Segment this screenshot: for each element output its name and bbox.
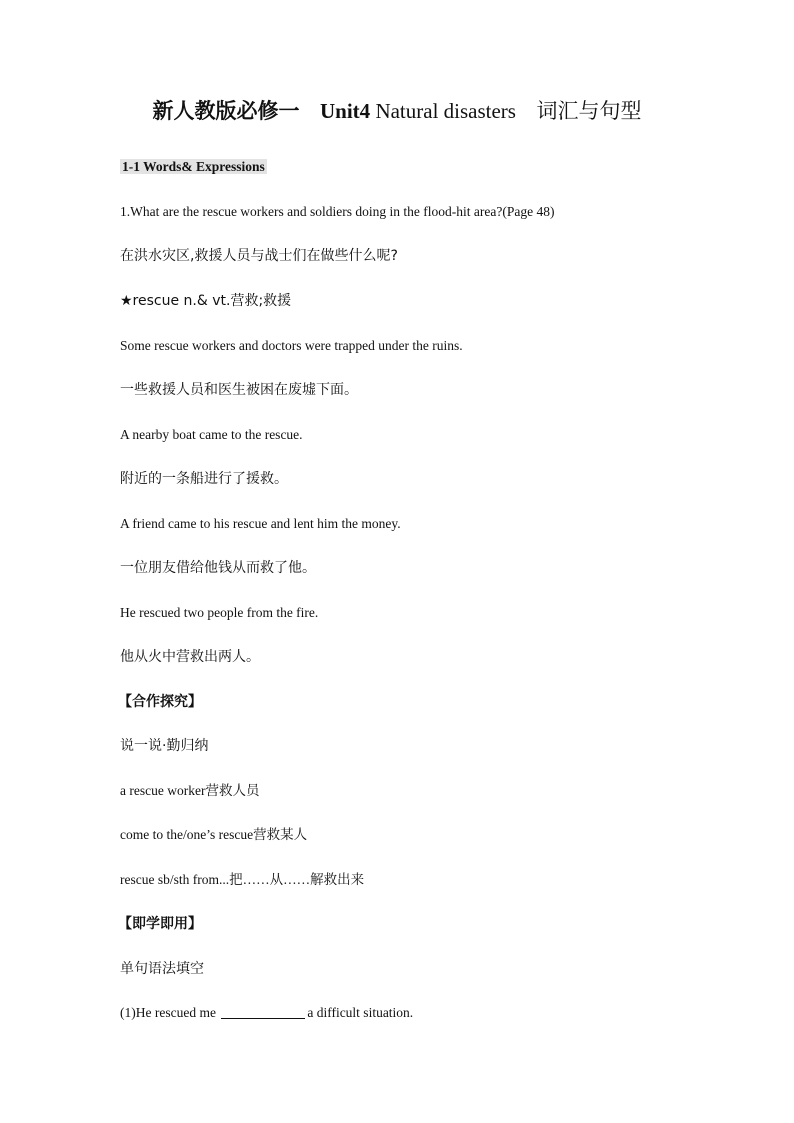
summarize-heading: 说一说·勤归纳 xyxy=(120,738,209,754)
exercise-1 xyxy=(120,1003,413,1023)
phrase-rescue-worker: a rescue worker营救人员 xyxy=(120,783,260,798)
grammar-fill-heading: 单句语法填空 xyxy=(120,961,204,977)
cooperative-inquiry-heading: 【合作探究】 xyxy=(118,694,202,710)
example-translation-3: 一位朋友借给他钱从而救了他。 xyxy=(120,560,316,576)
example-translation-4: 他从火中营救出两人。 xyxy=(120,649,260,665)
title-cn-prefix: 新人教版必修一 xyxy=(152,99,300,123)
title-topic: Natural disasters xyxy=(375,99,516,123)
exercise-1-blank[interactable] xyxy=(221,1004,305,1019)
phrase-rescue-from: rescue sb/sth from...把……从……解救出来 xyxy=(120,872,365,887)
example-sentence-4: He rescued two people from the fire. xyxy=(120,605,319,620)
example-sentence-3: A friend came to his rescue and lent him the money. xyxy=(120,516,401,531)
example-sentence-1: Some rescue workers and doctors were trapped under the ruins. xyxy=(120,338,463,353)
vocab-entry-rescue: ★rescue n.& vt.营救;救援 xyxy=(120,293,292,309)
section-label: 1-1 Words& Expressions xyxy=(122,159,265,174)
page-title xyxy=(0,96,794,126)
example-sentence-2: A nearby boat came to the rescue. xyxy=(120,427,303,442)
question-1-translation: 在洪水灾区,救援人员与战士们在做些什么呢? xyxy=(120,248,398,264)
title-cn-suffix: 词汇与句型 xyxy=(536,99,642,123)
title-unit: Unit4 xyxy=(320,99,371,123)
exercise-1-prefix: (1)He rescued me xyxy=(120,1005,220,1020)
section-heading xyxy=(120,157,267,177)
example-translation-2: 附近的一条船进行了援救。 xyxy=(120,471,288,487)
apply-heading: 【即学即用】 xyxy=(118,916,202,932)
question-1: 1.What are the rescue workers and soldiers doing in the flood-hit area?(Page 48) xyxy=(120,204,555,219)
phrase-come-to-rescue: come to the/one’s rescue营救某人 xyxy=(120,827,308,842)
exercise-1-suffix: a difficult situation. xyxy=(307,1005,414,1020)
example-translation-1: 一些救援人员和医生被困在废墟下面。 xyxy=(120,382,358,398)
